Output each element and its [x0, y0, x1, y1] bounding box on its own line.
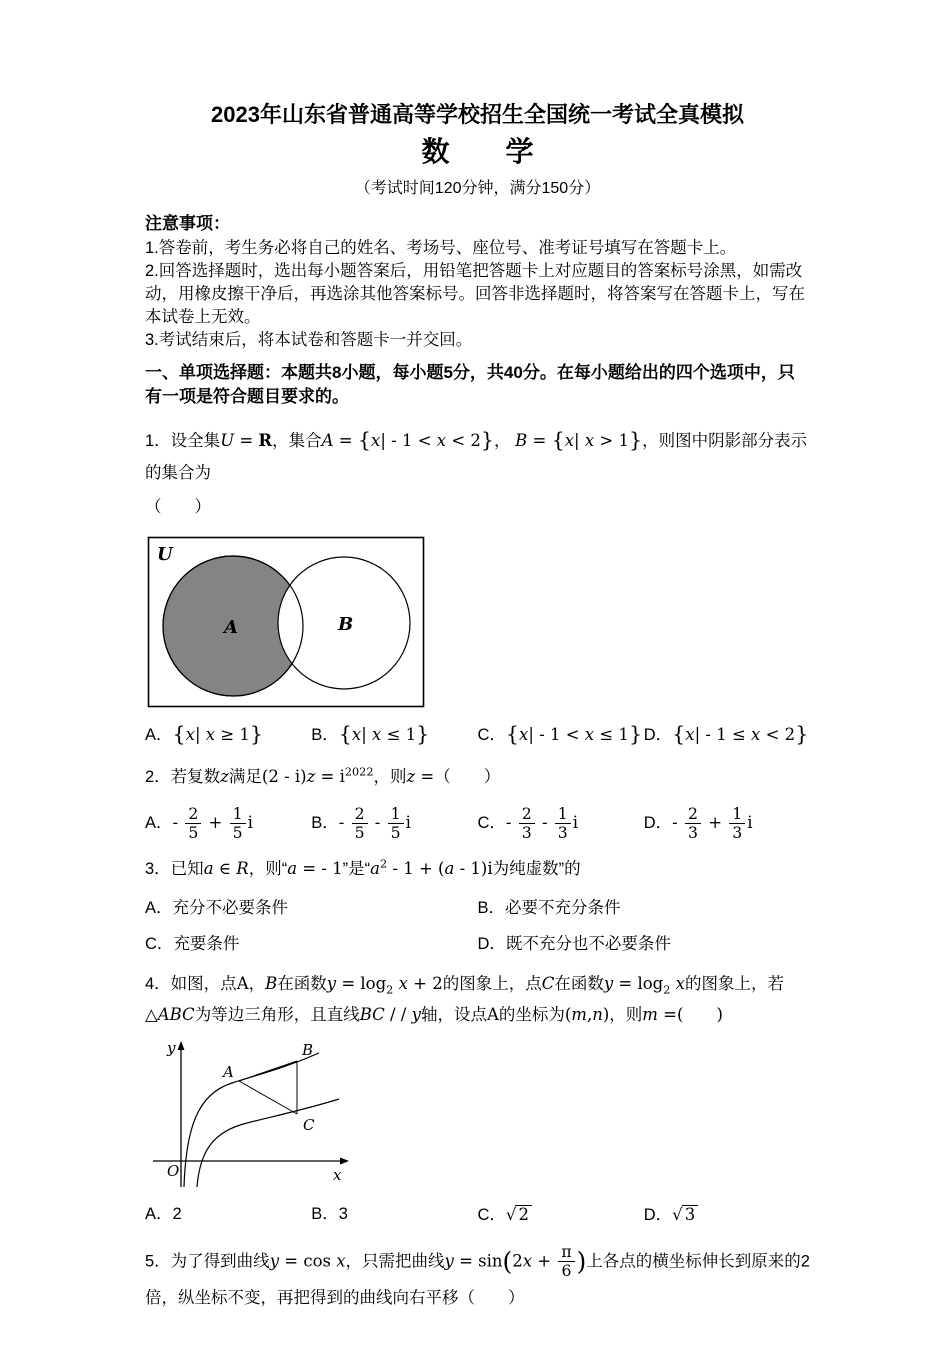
triangle-side-ca	[239, 1081, 297, 1114]
question-2-option-c: C．- $\frac{2}{3}$ - $\frac{1}{3}$ i	[477, 803, 579, 842]
point-b-label: B	[302, 1040, 314, 1059]
x-axis-label: x	[333, 1165, 342, 1184]
question-2	[145, 762, 810, 842]
question-4	[145, 969, 810, 1228]
triangle-side-ab	[239, 1061, 297, 1081]
question-1-answer-blank: （ ）	[145, 497, 211, 516]
question-4-option-b: B．3	[311, 1205, 348, 1224]
point-a-label: A	[223, 1062, 234, 1081]
question-1-option-a: A．{x| x ≥ 1}	[145, 722, 264, 747]
question-1-option-d: D．{x| - 1 ≤ x < 2}	[643, 722, 809, 747]
exam-info: （考试时间120分钟，满分150分）	[354, 180, 601, 198]
question-3-option-b: B．必要不充分条件	[477, 898, 621, 917]
question-2-option-d: D．- $\frac{2}{3}$ + $\frac{1}{3}$ i	[643, 803, 753, 842]
question-1-stem: 1．设全集U = R，集合A = {x| - 1 < x < 2}， B = {x| x > 1}，则图中阴影部分表示的集合为	[145, 427, 808, 482]
question-1	[145, 422, 810, 750]
question-2-option-a: A．- $\frac{2}{5}$ + $\frac{1}{5}$ i	[145, 803, 253, 842]
question-4-graph	[147, 1039, 357, 1191]
exam-title: 2023年山东省普通高等学校招生全国统一考试全真模拟	[211, 102, 744, 127]
question-1-option-b: B．{x| x ≤ 1}	[311, 722, 430, 747]
lower-log-curve	[197, 1099, 339, 1187]
upper-log-curve	[184, 1053, 319, 1187]
notice-heading: 注意事项：	[145, 214, 230, 234]
question-3	[145, 854, 810, 957]
notice-item-3: 3.考试结束后，将本试卷和答题卡一并交回。	[145, 331, 473, 350]
notice-item-2: 2.回答选择题时，选出每小题答案后，用铅笔把答题卡上对应题目的答案标号涂黑，如需改动，用橡皮擦干净后，再选涂其他答案标号。回答非选择题时，将答案写在答题卡上，写在本试卷上无效。	[145, 262, 805, 327]
question-1-options	[145, 720, 810, 750]
question-3-option-a: A．充分不必要条件	[145, 898, 289, 917]
question-2-options	[145, 805, 810, 842]
y-axis-arrow-icon	[178, 1041, 185, 1050]
notice-section	[145, 212, 810, 352]
question-5-stem: 5．为了得到曲线y = cos x，只需把曲线y = sin(2x + $\frac{\pi}{6}$ )上各点的横坐标伸长到原来的2倍，纵坐标不变，再把得到的曲线向右平移（ ）	[145, 1242, 810, 1308]
question-4-option-d: D． √ 3	[644, 1203, 810, 1228]
question-4-options	[145, 1203, 810, 1228]
origin-label: O	[167, 1161, 180, 1180]
question-3-stem: 3．已知a ∈ R，则“a = - 1”是“$a^2 - 1 + (a - 1)i$为纯虚数”的	[145, 857, 581, 878]
x-axis-arrow-icon	[340, 1157, 349, 1164]
question-4-option-a: A．2	[145, 1205, 182, 1224]
notice-item-1: 1.答卷前，考生务必将自己的姓名、考场号、座位号、准考证号填写在答题卡上。	[145, 239, 737, 258]
question-4-stem: 4．如图，点A，B在函数$y = \log_2 x + 2$的图象上，点C在函数$y = \log_2 x$的图象上，若△ABC为等边三角形，且直线BC / / y轴，设点A的坐标为(m,n)，则m =( )	[145, 973, 784, 1024]
venn-universe-label: U	[157, 544, 173, 566]
subject-title: 数 学	[421, 135, 534, 167]
y-axis-label: y	[167, 1038, 176, 1057]
venn-diagram	[147, 536, 425, 708]
question-2-stem: 2．若复数z满足$(2 - i)z = i^{2022}$，则z =（ ）	[145, 765, 501, 787]
question-2-option-b: B．- $\frac{2}{5}$ - $\frac{1}{5}$ i	[311, 803, 411, 842]
question-3-options-row-1	[145, 897, 810, 921]
question-3-option-d: D．既不充分也不必要条件	[477, 934, 671, 953]
question-4-option-c: C． √ 2	[478, 1203, 644, 1228]
question-3-options-row-2	[145, 933, 810, 957]
section-heading: 一、单项选择题：本题共8小题，每小题5分，共40分。在每小题给出的四个选项中，只有一项是符合题目要求的。	[145, 362, 795, 407]
question-1-option-c: C．{x| - 1 < x ≤ 1}	[477, 722, 643, 747]
question-5	[145, 1240, 810, 1314]
venn-label-b: B	[338, 614, 354, 636]
venn-label-a: A	[224, 617, 238, 639]
point-c-label: C	[303, 1115, 315, 1134]
question-3-option-c: C．充要条件	[145, 934, 240, 953]
